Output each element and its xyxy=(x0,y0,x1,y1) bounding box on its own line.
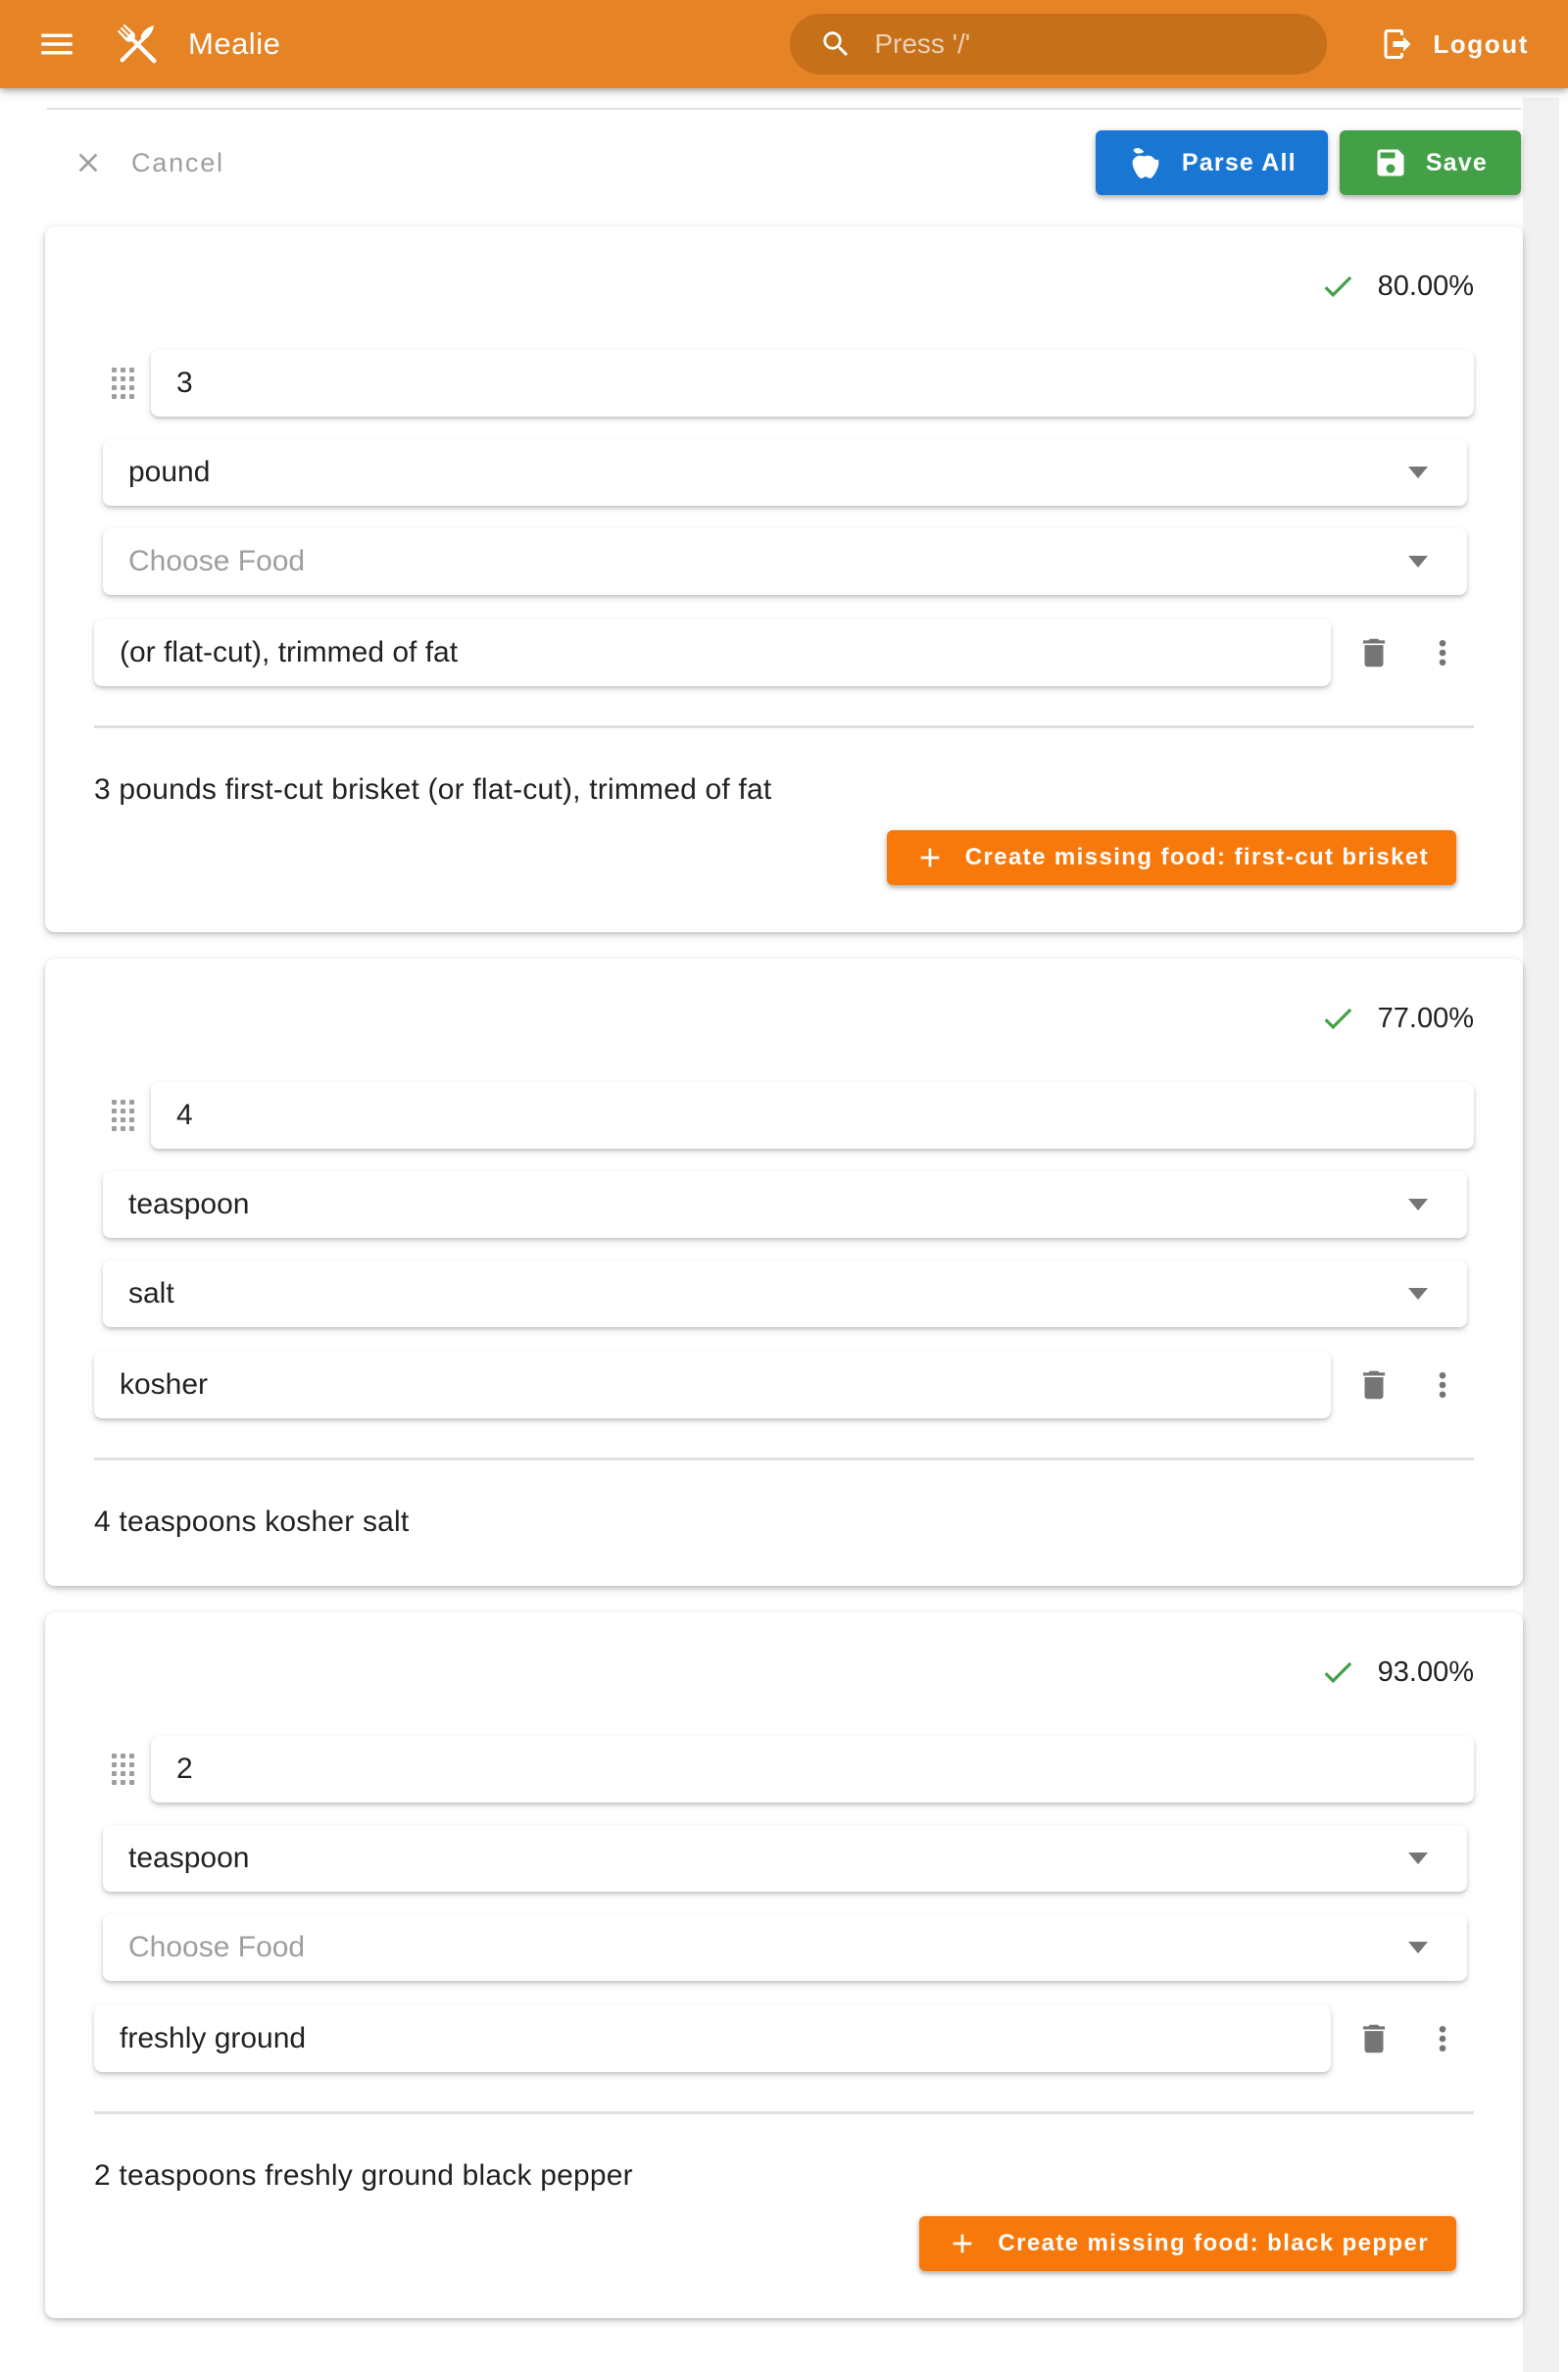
scrollbar-track[interactable] xyxy=(1523,98,1559,2372)
food-select-placeholder: Choose Food xyxy=(128,545,306,577)
save-label: Save xyxy=(1425,148,1488,176)
close-icon xyxy=(73,147,104,178)
search-bar[interactable] xyxy=(790,14,1327,74)
notes-row xyxy=(94,1352,1474,1418)
chevron-down-icon xyxy=(1408,1942,1428,1953)
create-missing-food-label: Create missing food: first-cut brisket xyxy=(964,844,1429,870)
quantity-row xyxy=(94,1082,1474,1149)
divider xyxy=(94,1458,1474,1460)
ingredient-card xyxy=(45,226,1523,932)
confidence-value: 77.00% xyxy=(1377,1002,1474,1034)
notes-input[interactable] xyxy=(94,619,1331,686)
app-title: Mealie xyxy=(188,26,281,61)
notes-row xyxy=(94,619,1474,686)
search-input[interactable] xyxy=(874,28,1298,60)
food-select-placeholder: Choose Food xyxy=(128,1931,306,1963)
quantity-input[interactable] xyxy=(151,1082,1474,1149)
chevron-down-icon xyxy=(1408,1853,1428,1864)
confidence-row xyxy=(94,1000,1474,1037)
search-icon xyxy=(819,27,853,61)
quantity-input[interactable] xyxy=(151,350,1474,417)
notes-input[interactable] xyxy=(94,2005,1331,2072)
check-icon xyxy=(1319,268,1356,305)
kebab-icon xyxy=(1425,1367,1460,1403)
trash-icon xyxy=(1355,634,1393,671)
food-select-value: salt xyxy=(128,1277,174,1310)
unit-select-value: pound xyxy=(128,456,211,488)
divider xyxy=(94,725,1474,728)
food-select[interactable] xyxy=(103,1914,1467,1981)
notes-input[interactable] xyxy=(94,1352,1331,1418)
trash-icon xyxy=(1355,2020,1393,2057)
unit-select-value: teaspoon xyxy=(128,1842,250,1874)
logout-icon xyxy=(1380,26,1415,62)
quantity-row xyxy=(94,1736,1474,1803)
create-missing-food-button[interactable] xyxy=(919,2216,1456,2271)
page-divider xyxy=(47,108,1521,110)
check-icon xyxy=(1319,1654,1356,1691)
confidence-row xyxy=(94,268,1474,305)
original-ingredient-text: 2 teaspoons freshly ground black pepper xyxy=(94,2159,633,2192)
drag-handle-icon[interactable] xyxy=(94,368,151,399)
confidence-row xyxy=(94,1654,1474,1691)
plus-icon xyxy=(914,842,946,873)
food-select[interactable] xyxy=(103,1260,1467,1327)
ingredient-card xyxy=(45,1612,1523,2318)
unit-select-value: teaspoon xyxy=(128,1188,250,1220)
logout-button[interactable] xyxy=(1366,13,1543,75)
brand xyxy=(110,16,280,73)
kebab-icon xyxy=(1425,2021,1460,2056)
hamburger-icon xyxy=(36,24,77,65)
create-food-row xyxy=(94,2216,1456,2271)
ingredient-card xyxy=(45,959,1523,1586)
chevron-down-icon xyxy=(1408,467,1428,478)
silverware-logo-icon xyxy=(110,16,167,73)
food-select[interactable] xyxy=(103,528,1467,595)
unit-select[interactable] xyxy=(103,439,1467,506)
menu-icon[interactable] xyxy=(25,13,88,75)
save-button[interactable] xyxy=(1340,130,1521,195)
parse-all-button[interactable] xyxy=(1096,130,1328,195)
cancel-label: Cancel xyxy=(131,147,224,177)
chevron-down-icon xyxy=(1408,556,1428,568)
divider xyxy=(94,2111,1474,2114)
drag-handle-icon[interactable] xyxy=(94,1100,151,1131)
quantity-row xyxy=(94,350,1474,417)
more-options-button[interactable] xyxy=(1415,1358,1470,1412)
trash-icon xyxy=(1355,1366,1393,1404)
delete-ingredient-button[interactable] xyxy=(1347,2011,1401,2066)
more-options-button[interactable] xyxy=(1415,2011,1470,2066)
create-missing-food-button[interactable] xyxy=(887,830,1456,885)
check-icon xyxy=(1319,1000,1356,1037)
unit-select[interactable] xyxy=(103,1171,1467,1238)
chevron-down-icon xyxy=(1408,1199,1428,1211)
notes-row xyxy=(94,2005,1474,2072)
confidence-value: 93.00% xyxy=(1377,1655,1474,1688)
ingredient-card-list xyxy=(45,226,1523,2318)
chevron-down-icon xyxy=(1408,1288,1428,1300)
create-food-row xyxy=(94,830,1456,885)
unit-select[interactable] xyxy=(103,1825,1467,1892)
drag-handle-icon[interactable] xyxy=(94,1754,151,1785)
kebab-icon xyxy=(1425,635,1460,670)
save-icon xyxy=(1373,145,1408,180)
logout-label: Logout xyxy=(1433,28,1529,59)
apple-icon xyxy=(1127,144,1164,181)
cancel-button[interactable] xyxy=(73,147,224,178)
create-missing-food-label: Create missing food: black pepper xyxy=(998,2230,1429,2256)
plus-icon xyxy=(947,2228,978,2259)
app-bar xyxy=(0,0,1568,88)
quantity-input[interactable] xyxy=(151,1736,1474,1803)
parser-toolbar xyxy=(0,129,1568,196)
confidence-value: 80.00% xyxy=(1377,270,1474,302)
original-ingredient-text: 3 pounds first-cut brisket (or flat-cut), trimmed of fat xyxy=(94,773,772,806)
delete-ingredient-button[interactable] xyxy=(1347,625,1401,680)
original-ingredient-text: 4 teaspoons kosher salt xyxy=(94,1506,410,1538)
more-options-button[interactable] xyxy=(1415,625,1470,680)
delete-ingredient-button[interactable] xyxy=(1347,1358,1401,1412)
parse-all-label: Parse All xyxy=(1181,148,1297,176)
